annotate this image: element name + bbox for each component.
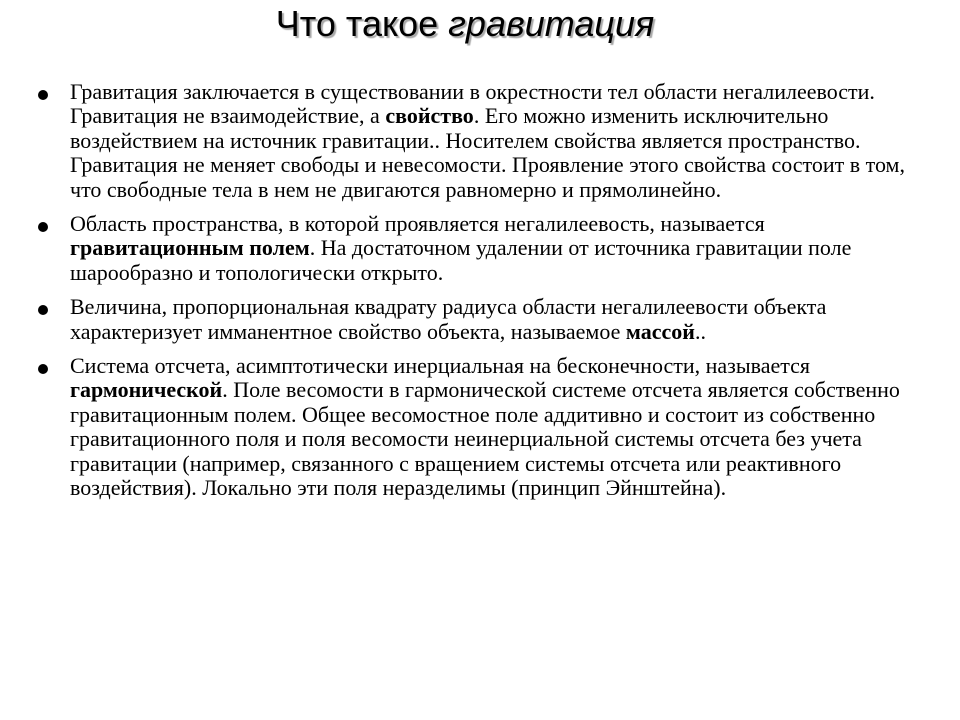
bullet-text: Область пространства, в которой проявляется негалилеевость, называется [70,211,765,237]
bullet-emphasis-gravitational-field: гравитационным полем [70,235,310,261]
bullet-dot-icon [38,90,48,100]
bullet-item-gravitational-field [0,212,960,285]
bullet-text: Гравитация заключается в существовании в окрестности тел области негалилеевости. Гравитация не взаимодействие, а [70,79,875,129]
slide-title-emphasis: гравитация [448,3,655,44]
bullet-text: . Поле весомости в гармонической системе отсчета является собственно гравитационным полем. Общее весомостное поле аддитивно и состоит из собственно гравитационного поля и поля весомости неинерциальной системы отсчета без учета гравитации (например, связанного с вращением системы отсчета или реактивного воздействия). Локально эти поля неразделимы (принцип Эйнштейна). [70,377,900,501]
bullet-dot-icon [38,305,48,315]
bullet-item-harmonic-system [0,354,960,500]
bullet-text: . Его можно изменить исключительно воздействием на источник гравитации.. Носителем свойства является пространство. Гравитация не меняет свободы и невесомости. Проявление этого свойства состоит в том, что свободные тела в нем не двигаются равномерно и прямолинейно. [70,103,905,202]
slide-title [0,2,930,46]
bullet-text: . На достаточном удалении от источника гравитации поле шарообразно и топологически открыто. [70,235,852,285]
bullet-text: Величина, пропорциональная квадрату радиуса области негалилеевости объекта характеризует имманентное свойство объекта, называемое [70,294,827,344]
bullet-text: Система отсчета, асимптотически инерциальная на бесконечности, называется [70,353,811,379]
bullet-item-gravity-definition [0,80,960,202]
bullet-list [0,80,960,511]
slide-title-plain: Что такое [275,3,449,44]
bullet-item-mass [0,295,960,344]
bullet-emphasis-harmonic: гармонической [70,377,223,403]
bullet-emphasis-property: свойство [385,103,474,129]
bullet-emphasis-mass: массой [625,318,695,344]
bullet-text: .. [694,318,706,344]
bullet-dot-icon [38,222,48,232]
bullet-dot-icon [38,364,48,374]
